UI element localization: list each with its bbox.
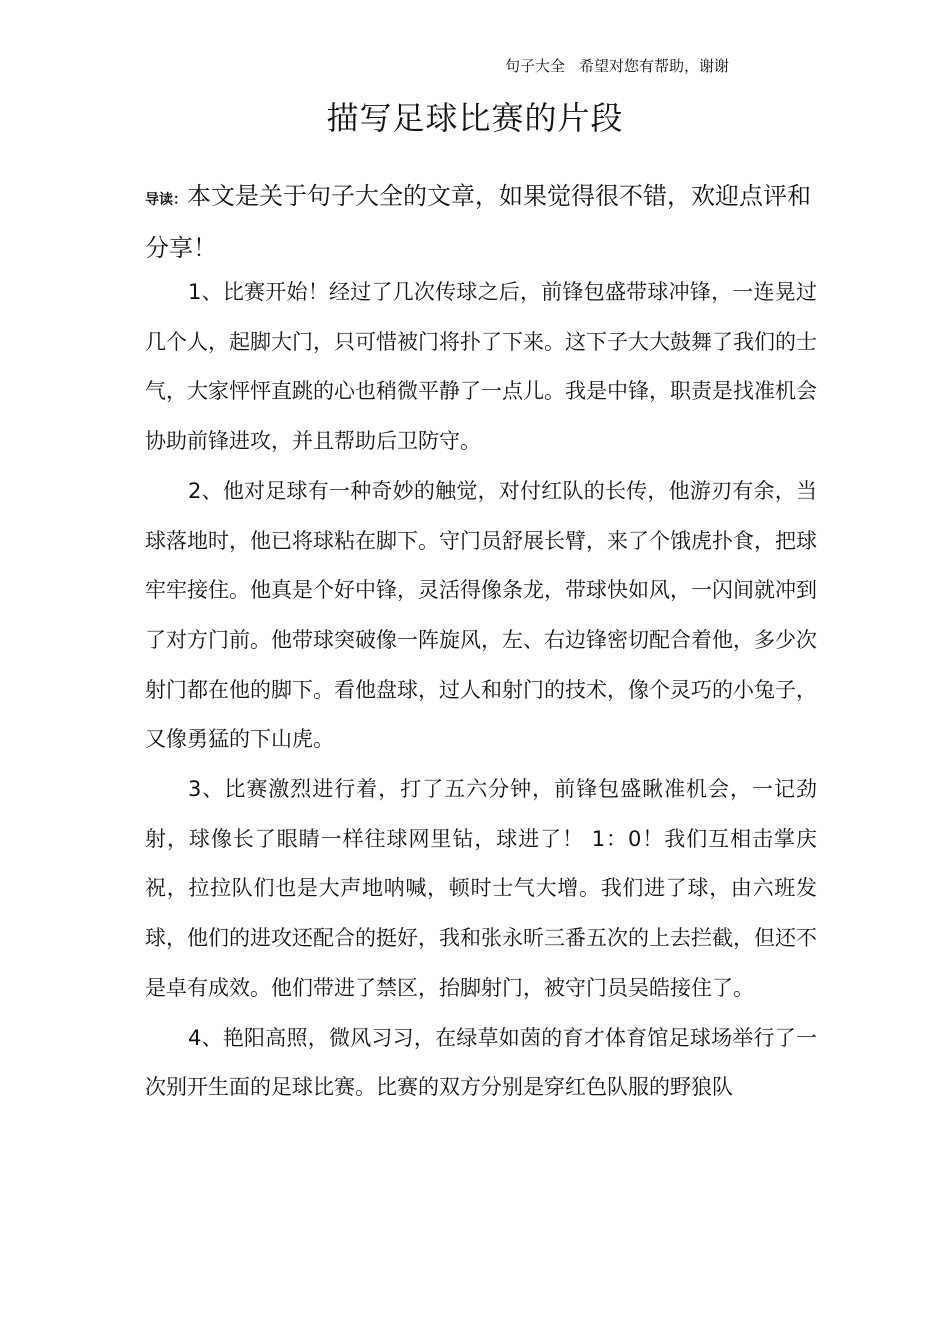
paragraph-4: 4、艳阳高照，微风习习，在绿草如茵的育才体育馆足球场举行了一次别开生面的足球比赛。比赛的双方分别是穿红色队服的野狼队 [145,1025,817,1100]
paragraph-2: 2、他对足球有一种奇妙的触觉，对付红队的长传，他游刃有余，当球落地时，他已将球粘在脚下。守门员舒展长臂，来了个饿虎扑食，把球牢牢接住。他真是个好中锋，灵活得像条龙，带球快如风，一闪间就冲到了对方门前。他带球突破像一阵旋风，左、右边锋密切配合着他，多少次射门都在他的脚下。看他盘球，过人和射门的技术，像个灵巧的小兔子，又像勇猛的下山虎。 [145,478,817,752]
paragraph-3: 3、比赛激烈进行着，打了五六分钟，前锋包盛瞅准机会，一记劲射，球像长了眼睛一样往球网里钻，球进了！ 1：0！我们互相击掌庆祝，拉拉队们也是大声地呐喊，顿时士气大增。我们进了球，由六班发球，他们的进攻还配合的挺好，我和张永昕三番五次的上去拦截，但还不是卓有成效。他们带进了禁区，抬脚射门，被守门员吴皓接住了。 [145,777,817,1000]
intro-text: 本文是关于句子大全的文章，如果觉得很不错，欢迎点评和分享！ [145,182,811,262]
intro-block [145,172,815,272]
article-body [145,268,817,1113]
header-tagline: 希望对您有帮助，谢谢 [579,57,730,75]
header-site-name: 句子大全 [505,57,566,75]
paragraph-1: 1、比赛开始！经过了几次传球之后，前锋包盛带球冲锋，一连晃过几个人，起脚大门，只可惜被门将扑了下来。这下子大大鼓舞了我们的士气，大家怦怦直跳的心也稍微平静了一点儿。我是中锋，职责是找准机会协助前锋进攻，并且帮助后卫防守。 [145,280,817,454]
page-header [505,55,729,77]
document-title: 描写足球比赛的片段 [326,99,624,137]
intro-lead-label: 导读： [145,192,187,208]
